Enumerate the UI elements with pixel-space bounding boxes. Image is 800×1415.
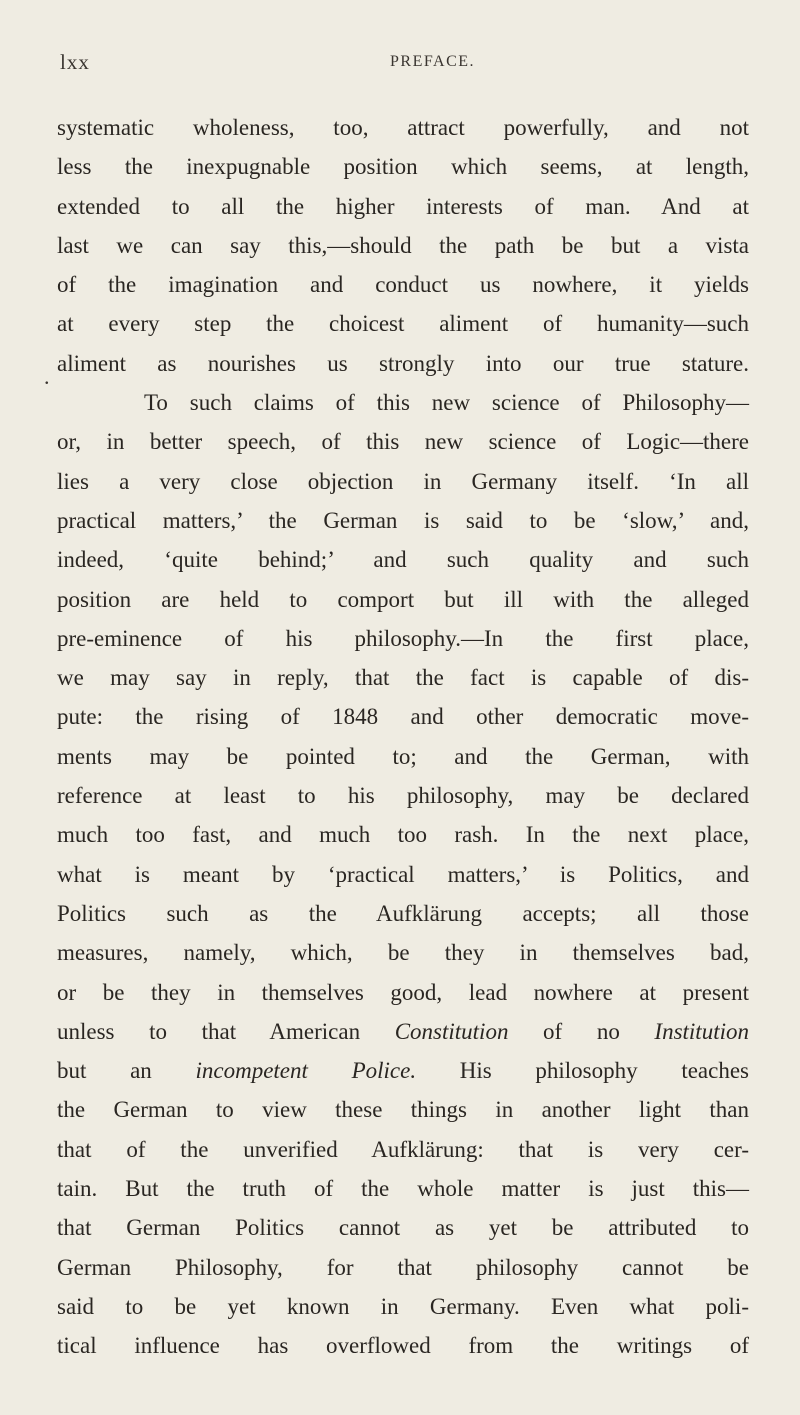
text-segment: To such claims of this new science of Philosophy— bbox=[57, 390, 749, 416]
text-line bbox=[57, 776, 749, 815]
text-segment: practical matters,’ the German is said to be ‘slow,’ and, bbox=[57, 507, 749, 533]
text-line bbox=[57, 1130, 749, 1169]
text-line bbox=[57, 1248, 749, 1287]
running-title: PREFACE. bbox=[390, 53, 476, 70]
text-segment: Constitution bbox=[394, 1018, 509, 1044]
text-line bbox=[57, 894, 749, 933]
page-number: lxx bbox=[60, 50, 90, 74]
text-segment: what is meant by ‘practical matters,’ is Politics, and bbox=[57, 861, 749, 887]
text-line bbox=[57, 815, 749, 854]
text-segment: less the inexpugnable position which seems, at length, bbox=[57, 154, 749, 180]
text-line bbox=[57, 1208, 749, 1247]
text-segment: tain. But the truth of the whole matter is just this— bbox=[57, 1176, 749, 1202]
text-segment: unless to that American bbox=[57, 1018, 395, 1044]
text-line bbox=[57, 973, 749, 1012]
text-segment: lies a very close objection in Germany itself. ‘In all bbox=[57, 468, 749, 494]
text-segment: indeed, ‘quite behind;’ and such quality and such bbox=[57, 547, 749, 573]
margin-mark: . bbox=[44, 364, 50, 389]
text-segment: pute: the rising of 1848 and other democratic move- bbox=[57, 704, 749, 730]
text-segment: but an bbox=[57, 1058, 196, 1084]
text-segment: we may say in reply, that the fact is capable of dis- bbox=[57, 665, 749, 691]
text-line bbox=[57, 619, 749, 658]
text-segment: or be they in themselves good, lead nowhere at present bbox=[57, 979, 749, 1005]
text-segment: German Philosophy, for that philosophy cannot be bbox=[57, 1254, 749, 1280]
text-line bbox=[57, 383, 749, 422]
text-segment: position are held to comport but ill with the alleged bbox=[57, 586, 749, 612]
text-line bbox=[57, 1326, 749, 1365]
text-line bbox=[57, 1169, 749, 1208]
text-line bbox=[57, 580, 749, 619]
page-header bbox=[30, 50, 750, 80]
text-line bbox=[57, 697, 749, 736]
text-line bbox=[57, 1051, 749, 1090]
text-segment: Politics such as the Aufklärung accepts; all those bbox=[57, 900, 749, 926]
text-line bbox=[57, 1090, 749, 1129]
text-segment: pre-eminence of his philosophy.—In the first place, bbox=[57, 625, 749, 651]
text-line bbox=[57, 658, 749, 697]
text-segment: His philosophy teaches bbox=[416, 1058, 749, 1084]
text-line bbox=[57, 147, 749, 186]
text-segment: ments may be pointed to; and the German, with bbox=[57, 743, 749, 769]
text-line bbox=[57, 855, 749, 894]
text-segment: Institution bbox=[654, 1018, 749, 1044]
text-line bbox=[57, 108, 749, 147]
text-segment: tical influence has overflowed from the writings of bbox=[57, 1333, 749, 1359]
text-line bbox=[57, 1287, 749, 1326]
text-segment: extended to all the higher interests of man. And at bbox=[57, 193, 749, 219]
text-line bbox=[57, 226, 749, 265]
text-line bbox=[57, 462, 749, 501]
text-segment: of the imagination and conduct us nowhere, it yields bbox=[57, 272, 749, 298]
text-segment: reference at least to his philosophy, may be declared bbox=[57, 783, 749, 809]
text-line bbox=[57, 265, 749, 304]
text-segment: or, in better speech, of this new science of Logic—there bbox=[57, 429, 749, 455]
text-segment: that German Politics cannot as yet be attributed to bbox=[57, 1215, 749, 1241]
text-segment: that of the unverified Aufklärung: that is very cer- bbox=[57, 1136, 749, 1162]
text-line bbox=[57, 540, 749, 579]
text-line bbox=[57, 737, 749, 776]
body-text bbox=[57, 108, 749, 1366]
text-segment: said to be yet known in Germany. Even what poli- bbox=[57, 1293, 749, 1319]
text-line bbox=[57, 1012, 749, 1051]
text-line bbox=[57, 422, 749, 461]
text-segment: much too fast, and much too rash. In the next place, bbox=[57, 822, 749, 848]
text-segment: the German to view these things in another light than bbox=[57, 1097, 749, 1123]
text-line bbox=[57, 501, 749, 540]
text-segment: of no bbox=[508, 1018, 655, 1044]
text-segment: at every step the choicest aliment of humanity—such bbox=[57, 311, 749, 337]
text-segment: systematic wholeness, too, attract powerfully, and not bbox=[57, 115, 749, 140]
text-segment: incompetent Police. bbox=[195, 1058, 417, 1084]
text-line bbox=[57, 304, 749, 343]
text-line bbox=[57, 187, 749, 226]
text-line bbox=[57, 344, 749, 383]
text-segment: measures, namely, which, be they in themselves bad, bbox=[57, 940, 749, 966]
text-segment: aliment as nourishes us strongly into our true stature. bbox=[57, 350, 749, 376]
text-line bbox=[57, 933, 749, 972]
text-segment: last we can say this,—should the path be but a vista bbox=[57, 232, 749, 258]
